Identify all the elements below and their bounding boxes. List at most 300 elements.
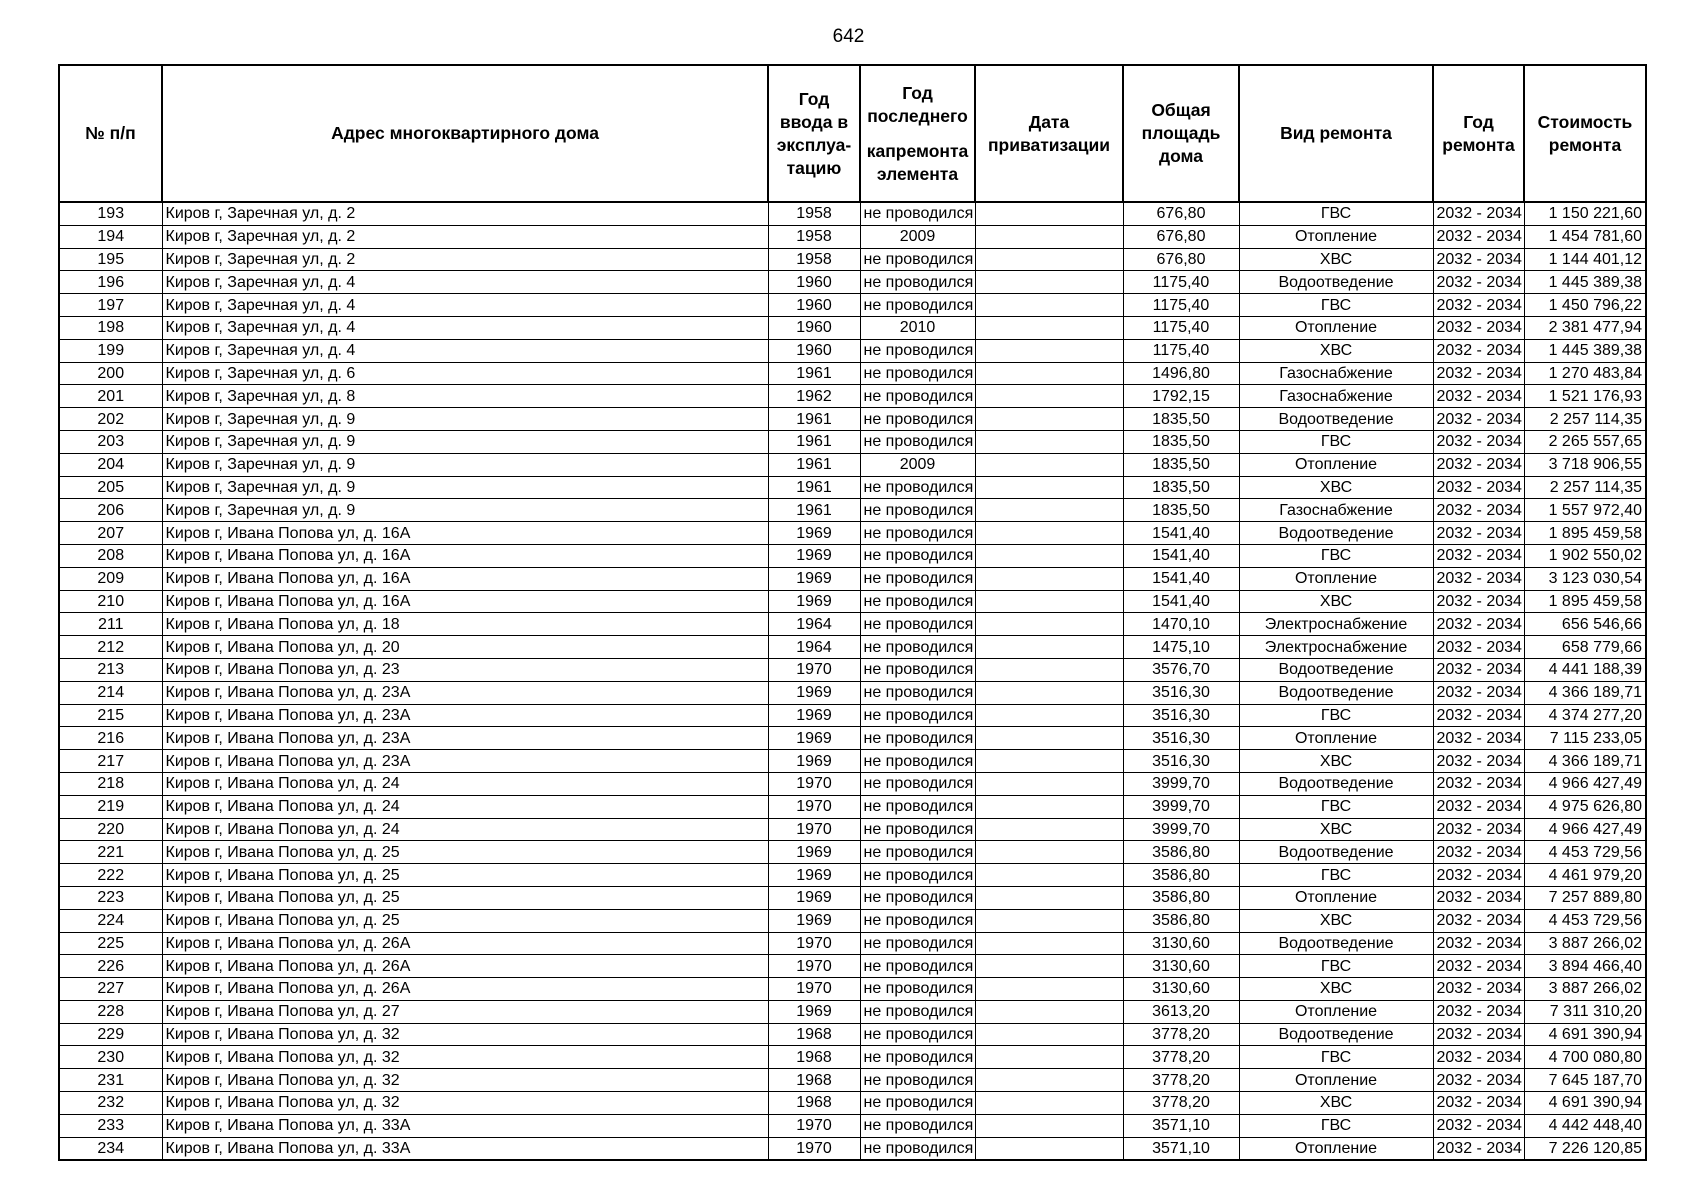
row-cost: 1 445 389,38	[1524, 271, 1646, 294]
row-address: Киров г, Ивана Попова ул, д. 16А	[162, 590, 768, 613]
row-cost: 1 895 459,58	[1524, 590, 1646, 613]
row-number: 232	[59, 1092, 162, 1115]
row-year-commission: 1969	[768, 1000, 860, 1023]
row-address: Киров г, Ивана Попова ул, д. 24	[162, 818, 768, 841]
row-address: Киров г, Ивана Попова ул, д. 27	[162, 1000, 768, 1023]
header-num: № п/п	[59, 65, 162, 202]
header-last-overhaul-top: Год последнего	[867, 82, 968, 126]
table-row	[59, 1114, 1646, 1137]
overhaul-registry-table	[58, 64, 1647, 1161]
row-year-commission: 1969	[768, 681, 860, 704]
row-privatization	[975, 1023, 1123, 1046]
row-year-commission: 1970	[768, 932, 860, 955]
row-last-overhaul: не проводился	[860, 1114, 975, 1137]
row-privatization	[975, 750, 1123, 773]
row-year-commission: 1960	[768, 339, 860, 362]
row-year-commission: 1970	[768, 658, 860, 681]
row-last-overhaul: не проводился	[860, 476, 975, 499]
row-year-commission: 1970	[768, 978, 860, 1001]
row-number: 230	[59, 1046, 162, 1069]
row-area: 3999,70	[1123, 772, 1239, 795]
row-area: 3778,20	[1123, 1069, 1239, 1092]
row-address: Киров г, Ивана Попова ул, д. 16А	[162, 567, 768, 590]
row-repair-type: ХВС	[1239, 818, 1433, 841]
table-row	[59, 841, 1646, 864]
row-cost: 4 966 427,49	[1524, 772, 1646, 795]
row-repair-year: 2032 - 2034	[1433, 1023, 1524, 1046]
row-area: 3778,20	[1123, 1023, 1239, 1046]
row-repair-year: 2032 - 2034	[1433, 1114, 1524, 1137]
row-repair-type: ГВС	[1239, 955, 1433, 978]
row-cost: 3 894 466,40	[1524, 955, 1646, 978]
row-last-overhaul: не проводился	[860, 1137, 975, 1160]
row-last-overhaul: не проводился	[860, 362, 975, 385]
row-last-overhaul: не проводился	[860, 658, 975, 681]
row-privatization	[975, 476, 1123, 499]
row-address: Киров г, Ивана Попова ул, д. 23А	[162, 681, 768, 704]
row-area: 3586,80	[1123, 909, 1239, 932]
row-repair-year: 2032 - 2034	[1433, 681, 1524, 704]
row-address: Киров г, Ивана Попова ул, д. 24	[162, 772, 768, 795]
row-year-commission: 1969	[768, 841, 860, 864]
row-cost: 4 975 626,80	[1524, 795, 1646, 818]
row-cost: 7 311 310,20	[1524, 1000, 1646, 1023]
row-privatization	[975, 658, 1123, 681]
row-cost: 1 895 459,58	[1524, 522, 1646, 545]
row-repair-type: Водоотведение	[1239, 932, 1433, 955]
row-year-commission: 1960	[768, 271, 860, 294]
header-last-overhaul	[860, 65, 975, 202]
row-repair-year: 2032 - 2034	[1433, 1137, 1524, 1160]
table-row	[59, 499, 1646, 522]
table-row	[59, 362, 1646, 385]
row-cost: 2 257 114,35	[1524, 476, 1646, 499]
row-last-overhaul: не проводился	[860, 1069, 975, 1092]
row-repair-type: ХВС	[1239, 750, 1433, 773]
row-year-commission: 1964	[768, 636, 860, 659]
row-last-overhaul: не проводился	[860, 408, 975, 431]
row-privatization	[975, 1069, 1123, 1092]
row-number: 204	[59, 453, 162, 476]
table-row	[59, 248, 1646, 271]
row-area: 3999,70	[1123, 795, 1239, 818]
row-last-overhaul: не проводился	[860, 1046, 975, 1069]
row-repair-type: Отопление	[1239, 453, 1433, 476]
row-number: 215	[59, 704, 162, 727]
row-number: 196	[59, 271, 162, 294]
row-cost: 1 557 972,40	[1524, 499, 1646, 522]
row-repair-year: 2032 - 2034	[1433, 316, 1524, 339]
row-area: 1792,15	[1123, 385, 1239, 408]
table-row	[59, 636, 1646, 659]
row-privatization	[975, 522, 1123, 545]
table-row	[59, 1092, 1646, 1115]
row-last-overhaul: не проводился	[860, 864, 975, 887]
row-repair-type: ГВС	[1239, 294, 1433, 317]
table-header-row	[59, 65, 1646, 202]
row-address: Киров г, Ивана Попова ул, д. 18	[162, 613, 768, 636]
row-number: 213	[59, 658, 162, 681]
row-repair-year: 2032 - 2034	[1433, 590, 1524, 613]
header-privatization: Дата приватизации	[975, 65, 1123, 202]
row-number: 203	[59, 430, 162, 453]
row-repair-type: Электроснабжение	[1239, 613, 1433, 636]
row-number: 200	[59, 362, 162, 385]
row-year-commission: 1960	[768, 294, 860, 317]
row-privatization	[975, 339, 1123, 362]
row-year-commission: 1969	[768, 864, 860, 887]
table-row	[59, 909, 1646, 932]
row-address: Киров г, Ивана Попова ул, д. 26А	[162, 955, 768, 978]
row-repair-type: Водоотведение	[1239, 658, 1433, 681]
row-year-commission: 1968	[768, 1069, 860, 1092]
row-address: Киров г, Ивана Попова ул, д. 23А	[162, 727, 768, 750]
row-last-overhaul: 2010	[860, 316, 975, 339]
row-last-overhaul: не проводился	[860, 248, 975, 271]
row-repair-type: Отопление	[1239, 727, 1433, 750]
header-address: Адрес многоквартирного дома	[162, 65, 768, 202]
row-number: 208	[59, 544, 162, 567]
row-number: 228	[59, 1000, 162, 1023]
row-last-overhaul: не проводился	[860, 567, 975, 590]
row-repair-year: 2032 - 2034	[1433, 613, 1524, 636]
row-number: 223	[59, 886, 162, 909]
row-address: Киров г, Ивана Попова ул, д. 16А	[162, 544, 768, 567]
row-number: 206	[59, 499, 162, 522]
row-cost: 1 521 176,93	[1524, 385, 1646, 408]
row-year-commission: 1962	[768, 385, 860, 408]
row-last-overhaul: не проводился	[860, 772, 975, 795]
row-area: 3999,70	[1123, 818, 1239, 841]
row-number: 224	[59, 909, 162, 932]
row-repair-type: Газоснабжение	[1239, 385, 1433, 408]
row-repair-type: ХВС	[1239, 909, 1433, 932]
row-cost: 7 645 187,70	[1524, 1069, 1646, 1092]
row-number: 207	[59, 522, 162, 545]
row-cost: 3 718 906,55	[1524, 453, 1646, 476]
table-row	[59, 932, 1646, 955]
row-area: 3571,10	[1123, 1114, 1239, 1137]
row-last-overhaul: не проводился	[860, 681, 975, 704]
row-privatization	[975, 271, 1123, 294]
row-privatization	[975, 362, 1123, 385]
table-row	[59, 316, 1646, 339]
row-repair-year: 2032 - 2034	[1433, 339, 1524, 362]
row-area: 1541,40	[1123, 522, 1239, 545]
row-year-commission: 1961	[768, 499, 860, 522]
row-last-overhaul: не проводился	[860, 544, 975, 567]
table-row	[59, 522, 1646, 545]
row-area: 1835,50	[1123, 453, 1239, 476]
row-address: Киров г, Ивана Попова ул, д. 23А	[162, 704, 768, 727]
row-privatization	[975, 1092, 1123, 1115]
row-repair-type: ГВС	[1239, 430, 1433, 453]
row-cost: 656 546,66	[1524, 613, 1646, 636]
row-year-commission: 1961	[768, 408, 860, 431]
row-last-overhaul: не проводился	[860, 909, 975, 932]
row-cost: 1 450 796,22	[1524, 294, 1646, 317]
row-number: 199	[59, 339, 162, 362]
page-number: 642	[832, 26, 865, 47]
row-cost: 4 442 448,40	[1524, 1114, 1646, 1137]
row-year-commission: 1968	[768, 1046, 860, 1069]
row-privatization	[975, 1137, 1123, 1160]
row-repair-year: 2032 - 2034	[1433, 225, 1524, 248]
row-year-commission: 1970	[768, 1137, 860, 1160]
table-row	[59, 225, 1646, 248]
row-area: 1496,80	[1123, 362, 1239, 385]
row-area: 1470,10	[1123, 613, 1239, 636]
row-repair-year: 2032 - 2034	[1433, 202, 1524, 225]
row-area: 1541,40	[1123, 544, 1239, 567]
row-area: 676,80	[1123, 248, 1239, 271]
row-cost: 1 454 781,60	[1524, 225, 1646, 248]
row-cost: 1 902 550,02	[1524, 544, 1646, 567]
row-cost: 2 381 477,94	[1524, 316, 1646, 339]
row-repair-year: 2032 - 2034	[1433, 499, 1524, 522]
row-repair-year: 2032 - 2034	[1433, 1000, 1524, 1023]
row-last-overhaul: не проводился	[860, 271, 975, 294]
row-repair-type: Водоотведение	[1239, 522, 1433, 545]
row-cost: 1 150 221,60	[1524, 202, 1646, 225]
table-row	[59, 294, 1646, 317]
row-year-commission: 1969	[768, 886, 860, 909]
row-cost: 3 887 266,02	[1524, 978, 1646, 1001]
row-repair-year: 2032 - 2034	[1433, 544, 1524, 567]
row-privatization	[975, 932, 1123, 955]
row-privatization	[975, 1046, 1123, 1069]
row-last-overhaul: не проводился	[860, 522, 975, 545]
row-year-commission: 1970	[768, 955, 860, 978]
row-number: 229	[59, 1023, 162, 1046]
row-year-commission: 1968	[768, 1023, 860, 1046]
row-privatization	[975, 955, 1123, 978]
row-number: 202	[59, 408, 162, 431]
row-year-commission: 1958	[768, 248, 860, 271]
row-number: 193	[59, 202, 162, 225]
row-cost: 7 115 233,05	[1524, 727, 1646, 750]
row-privatization	[975, 294, 1123, 317]
row-number: 197	[59, 294, 162, 317]
row-address: Киров г, Ивана Попова ул, д. 33А	[162, 1114, 768, 1137]
header-repair-type: Вид ремонта	[1239, 65, 1433, 202]
row-address: Киров г, Ивана Попова ул, д. 32	[162, 1069, 768, 1092]
row-number: 194	[59, 225, 162, 248]
row-privatization	[975, 567, 1123, 590]
row-area: 3571,10	[1123, 1137, 1239, 1160]
row-year-commission: 1969	[768, 544, 860, 567]
row-area: 3130,60	[1123, 955, 1239, 978]
row-number: 218	[59, 772, 162, 795]
table-row	[59, 339, 1646, 362]
row-year-commission: 1970	[768, 772, 860, 795]
row-repair-year: 2032 - 2034	[1433, 864, 1524, 887]
row-cost: 2 265 557,65	[1524, 430, 1646, 453]
row-cost: 4 366 189,71	[1524, 681, 1646, 704]
row-address: Киров г, Заречная ул, д. 4	[162, 294, 768, 317]
table-row	[59, 772, 1646, 795]
table-row	[59, 385, 1646, 408]
row-repair-type: Отопление	[1239, 886, 1433, 909]
row-repair-type: Газоснабжение	[1239, 362, 1433, 385]
row-privatization	[975, 727, 1123, 750]
row-cost: 4 691 390,94	[1524, 1023, 1646, 1046]
row-year-commission: 1969	[768, 522, 860, 545]
row-privatization	[975, 430, 1123, 453]
row-repair-year: 2032 - 2034	[1433, 886, 1524, 909]
row-last-overhaul: не проводился	[860, 339, 975, 362]
row-area: 676,80	[1123, 225, 1239, 248]
row-address: Киров г, Заречная ул, д. 4	[162, 339, 768, 362]
row-privatization	[975, 385, 1123, 408]
row-privatization	[975, 499, 1123, 522]
row-repair-type: Водоотведение	[1239, 772, 1433, 795]
table-row	[59, 430, 1646, 453]
row-repair-type: Отопление	[1239, 1137, 1433, 1160]
table-row	[59, 1046, 1646, 1069]
table-row	[59, 658, 1646, 681]
row-cost: 2 257 114,35	[1524, 408, 1646, 431]
row-privatization	[975, 316, 1123, 339]
header-cost: Стоимость ремонта	[1524, 65, 1646, 202]
row-cost: 4 453 729,56	[1524, 909, 1646, 932]
row-repair-year: 2032 - 2034	[1433, 271, 1524, 294]
table-row	[59, 727, 1646, 750]
row-privatization	[975, 681, 1123, 704]
row-address: Киров г, Ивана Попова ул, д. 26А	[162, 978, 768, 1001]
row-area: 3516,30	[1123, 750, 1239, 773]
row-area: 3586,80	[1123, 841, 1239, 864]
row-last-overhaul: не проводился	[860, 727, 975, 750]
row-repair-year: 2032 - 2034	[1433, 362, 1524, 385]
row-last-overhaul: не проводился	[860, 955, 975, 978]
row-repair-year: 2032 - 2034	[1433, 636, 1524, 659]
row-number: 209	[59, 567, 162, 590]
row-year-commission: 1969	[768, 750, 860, 773]
table-row	[59, 1137, 1646, 1160]
row-repair-year: 2032 - 2034	[1433, 1069, 1524, 1092]
row-area: 3130,60	[1123, 978, 1239, 1001]
table-row	[59, 864, 1646, 887]
row-privatization	[975, 978, 1123, 1001]
row-privatization	[975, 772, 1123, 795]
row-year-commission: 1964	[768, 613, 860, 636]
row-address: Киров г, Заречная ул, д. 6	[162, 362, 768, 385]
row-area: 3130,60	[1123, 932, 1239, 955]
row-year-commission: 1969	[768, 704, 860, 727]
row-repair-type: ХВС	[1239, 339, 1433, 362]
row-area: 3586,80	[1123, 864, 1239, 887]
table-row	[59, 886, 1646, 909]
row-address: Киров г, Заречная ул, д. 9	[162, 453, 768, 476]
row-repair-year: 2032 - 2034	[1433, 408, 1524, 431]
row-privatization	[975, 864, 1123, 887]
row-year-commission: 1969	[768, 567, 860, 590]
row-number: 233	[59, 1114, 162, 1137]
row-last-overhaul: не проводился	[860, 795, 975, 818]
row-number: 198	[59, 316, 162, 339]
row-area: 1175,40	[1123, 339, 1239, 362]
row-cost: 4 966 427,49	[1524, 818, 1646, 841]
row-repair-type: Отопление	[1239, 1000, 1433, 1023]
row-repair-year: 2032 - 2034	[1433, 932, 1524, 955]
row-cost: 4 374 277,20	[1524, 704, 1646, 727]
row-number: 195	[59, 248, 162, 271]
row-privatization	[975, 453, 1123, 476]
row-cost: 4 441 188,39	[1524, 658, 1646, 681]
row-number: 221	[59, 841, 162, 864]
row-cost: 658 779,66	[1524, 636, 1646, 659]
row-privatization	[975, 795, 1123, 818]
row-cost: 3 123 030,54	[1524, 567, 1646, 590]
header-repair-year: Год ремонта	[1433, 65, 1524, 202]
row-year-commission: 1970	[768, 795, 860, 818]
row-year-commission: 1961	[768, 453, 860, 476]
row-year-commission: 1958	[768, 202, 860, 225]
row-repair-type: ГВС	[1239, 1046, 1433, 1069]
row-address: Киров г, Заречная ул, д. 2	[162, 248, 768, 271]
row-address: Киров г, Ивана Попова ул, д. 26А	[162, 932, 768, 955]
row-repair-year: 2032 - 2034	[1433, 385, 1524, 408]
row-number: 226	[59, 955, 162, 978]
row-address: Киров г, Заречная ул, д. 8	[162, 385, 768, 408]
row-area: 3586,80	[1123, 886, 1239, 909]
row-repair-type: Водоотведение	[1239, 271, 1433, 294]
row-address: Киров г, Заречная ул, д. 2	[162, 202, 768, 225]
row-cost: 1 144 401,12	[1524, 248, 1646, 271]
row-year-commission: 1961	[768, 362, 860, 385]
row-number: 205	[59, 476, 162, 499]
row-privatization	[975, 704, 1123, 727]
row-repair-year: 2032 - 2034	[1433, 841, 1524, 864]
row-area: 1541,40	[1123, 590, 1239, 613]
row-repair-type: Отопление	[1239, 316, 1433, 339]
row-cost: 4 700 080,80	[1524, 1046, 1646, 1069]
row-number: 225	[59, 932, 162, 955]
row-address: Киров г, Ивана Попова ул, д. 20	[162, 636, 768, 659]
row-repair-year: 2032 - 2034	[1433, 727, 1524, 750]
row-last-overhaul: не проводился	[860, 499, 975, 522]
row-cost: 4 453 729,56	[1524, 841, 1646, 864]
row-repair-year: 2032 - 2034	[1433, 909, 1524, 932]
row-last-overhaul: не проводился	[860, 1092, 975, 1115]
row-area: 3576,70	[1123, 658, 1239, 681]
row-last-overhaul: не проводился	[860, 294, 975, 317]
row-repair-year: 2032 - 2034	[1433, 795, 1524, 818]
row-repair-year: 2032 - 2034	[1433, 430, 1524, 453]
row-address: Киров г, Заречная ул, д. 2	[162, 225, 768, 248]
row-year-commission: 1960	[768, 316, 860, 339]
row-repair-type: Отопление	[1239, 225, 1433, 248]
row-area: 1835,50	[1123, 476, 1239, 499]
row-address: Киров г, Заречная ул, д. 9	[162, 430, 768, 453]
row-repair-year: 2032 - 2034	[1433, 476, 1524, 499]
table-row	[59, 590, 1646, 613]
row-repair-type: Водоотведение	[1239, 841, 1433, 864]
row-address: Киров г, Ивана Попова ул, д. 24	[162, 795, 768, 818]
row-repair-type: ГВС	[1239, 864, 1433, 887]
row-repair-type: Электроснабжение	[1239, 636, 1433, 659]
row-area: 1835,50	[1123, 430, 1239, 453]
row-last-overhaul: не проводился	[860, 636, 975, 659]
row-privatization	[975, 886, 1123, 909]
row-number: 234	[59, 1137, 162, 1160]
row-repair-year: 2032 - 2034	[1433, 772, 1524, 795]
row-address: Киров г, Ивана Попова ул, д. 23А	[162, 750, 768, 773]
row-cost: 7 226 120,85	[1524, 1137, 1646, 1160]
row-privatization	[975, 590, 1123, 613]
row-area: 1175,40	[1123, 294, 1239, 317]
